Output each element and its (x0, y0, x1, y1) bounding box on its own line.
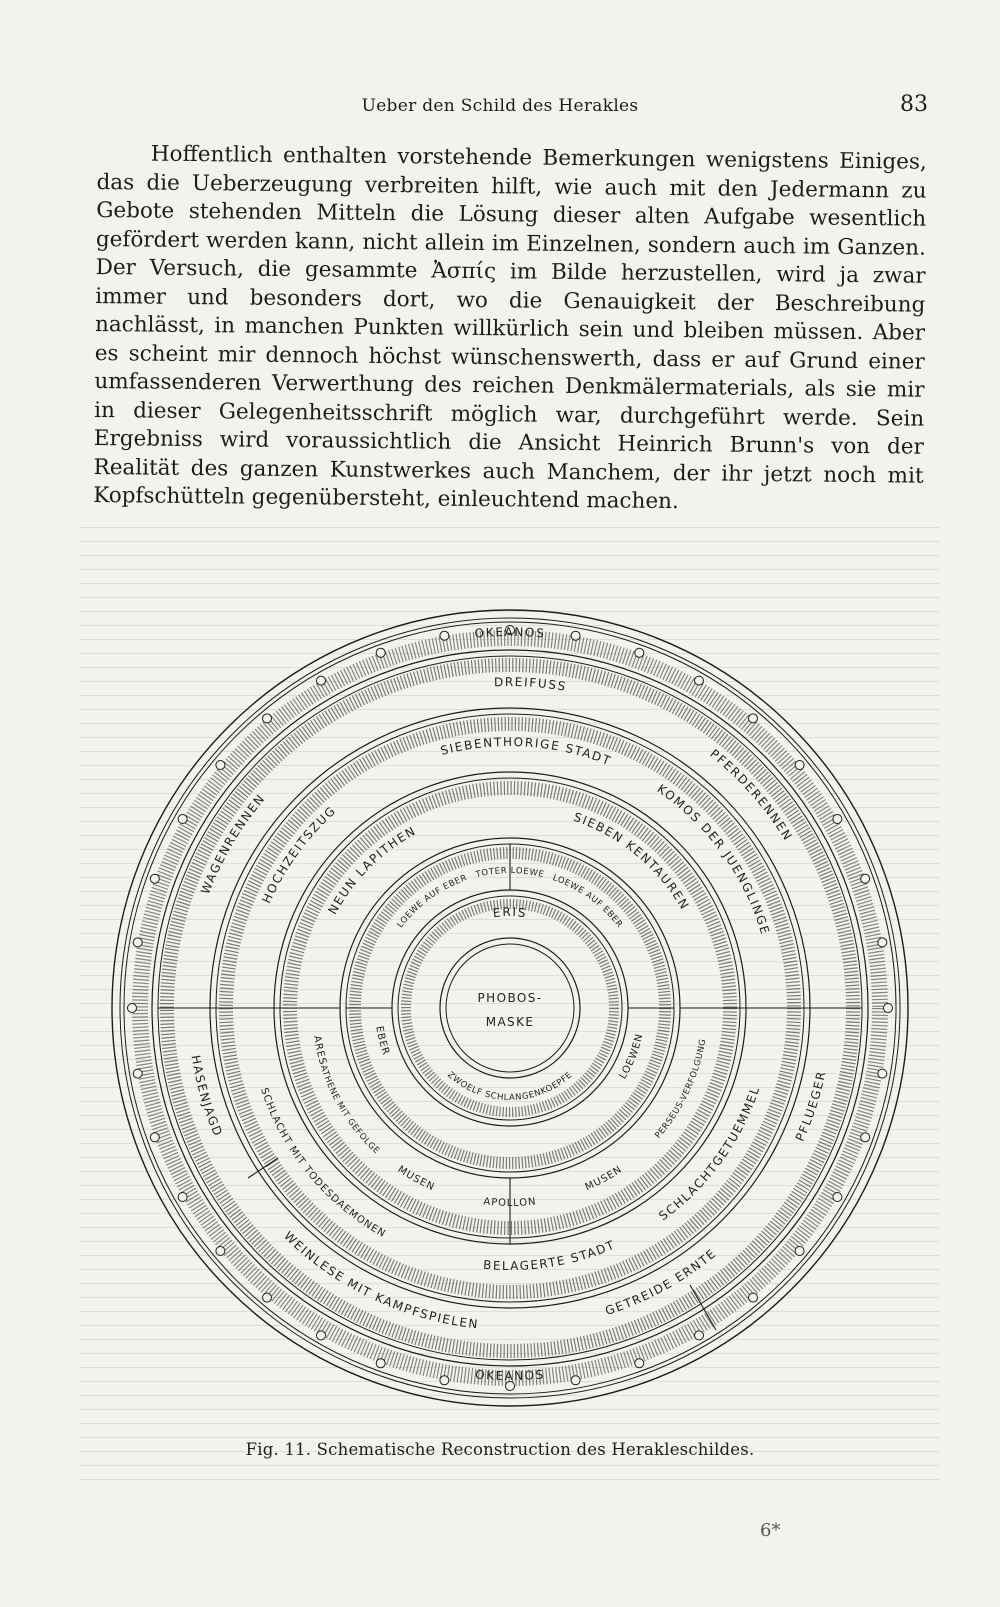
label-neun-lapithen: NEUN LAPITHEN (325, 823, 419, 917)
rim-stud (635, 1359, 644, 1368)
label-getreide-ernte: GETREIDE ERNTE (603, 1245, 720, 1318)
label-okeanos-bottom: OKEANOS (474, 1367, 546, 1384)
label-eber: EBER (373, 1025, 392, 1058)
label-loewe-auf-eber-right: LOEWE AUF EBER (551, 873, 625, 930)
shield-svg (100, 598, 920, 1418)
rim-stud (178, 815, 187, 824)
rim-stud (216, 1247, 225, 1256)
rim-stud (749, 1293, 758, 1302)
label-pferderennen: PFERDERENNEN (707, 746, 796, 844)
label-athene: ATHENE MIT GEFOLGE (317, 1064, 382, 1157)
rim-stud (440, 1376, 449, 1385)
rim-stud (833, 815, 842, 824)
rim-stud (178, 1193, 187, 1202)
label-okeanos-top: OKEANOS (474, 624, 547, 641)
label-hochzeitszug: HOCHZEITSZUG (259, 803, 339, 906)
label-dreifuss: DREIFUSS (493, 674, 568, 694)
rim-stud (440, 631, 449, 640)
rim-stud (878, 938, 887, 947)
page-number: 83 (900, 92, 928, 117)
label-eris: ERIS (491, 904, 529, 921)
label-apollon: APOLLON (482, 1196, 538, 1210)
label-musen-left: MUSEN (395, 1164, 437, 1194)
rim-stud (749, 714, 758, 723)
label-siebenthorige-stadt: SIEBENTHORIGE STADT (439, 734, 614, 769)
rim-stud (150, 874, 159, 883)
label-zwoelf-schlangenkoepfe: ZWOELF SCHLANGENKOEPFE (445, 1070, 575, 1104)
rim-stud (263, 714, 272, 723)
rim-stud (695, 1331, 704, 1340)
rim-stud (884, 1004, 893, 1013)
rim-stud (150, 1133, 159, 1142)
rim-stud (216, 761, 225, 770)
label-loewe-auf-eber-left: LOEWE AUF EBER (395, 873, 469, 930)
label-pflueger: PFLUEGER (792, 1068, 829, 1144)
label-belagerte-stadt: BELAGERTE STADT (482, 1237, 618, 1274)
rim-stud (795, 761, 804, 770)
label-musen-right: MUSEN (583, 1164, 625, 1194)
label-schlachtgetuemmel: SCHLACHTGETUEMMEL (656, 1083, 763, 1224)
rim-stud (878, 1069, 887, 1078)
rim-stud (317, 1331, 326, 1340)
rim-stud (263, 1293, 272, 1302)
label-schlacht-todesdaemonen: SCHLACHT MIT TODESDAEMONEN (258, 1086, 388, 1241)
label-wagenrennen: WAGENRENNEN (198, 791, 269, 897)
label-sieben-kentauren: SIEBEN KENTAUREN (571, 809, 693, 913)
rim-stud (376, 648, 385, 657)
rim-stud (133, 1069, 142, 1078)
rim-stud (317, 676, 326, 685)
running-title: Ueber den Schild des Herakles (361, 96, 639, 116)
label-perseus-verfolgung: PERSEUS-VERFOLGUNG (653, 1037, 709, 1141)
rim-stud (128, 1004, 137, 1013)
rim-stud (695, 676, 704, 685)
label-weinlese: WEINLESE MIT KAMPFSPIELEN (281, 1228, 480, 1332)
label-ares: ARES (311, 1034, 329, 1067)
rim-stud (133, 938, 142, 947)
label-komos: KOMOS DER JUENGLINGE (654, 781, 773, 937)
figure-caption: Fig. 11. Schematische Reconstruction des Herakleschildes. (245, 1440, 755, 1459)
shield-diagram (100, 598, 920, 1418)
rim-stud (833, 1193, 842, 1202)
label-hasenjagd: HASENJAGD (188, 1054, 226, 1140)
label-phobos: PHOBOS- (477, 991, 543, 1005)
rim-stud (861, 874, 870, 883)
rim-stud (861, 1133, 870, 1142)
label-toter-loewe: TOTER LOEWE (474, 865, 546, 881)
running-header (0, 92, 1000, 122)
label-maske: MASKE (485, 1015, 535, 1029)
rim-stud (376, 1359, 385, 1368)
rim-stud (571, 631, 580, 640)
label-loewen: LOEWEN (617, 1032, 646, 1082)
rim-stud (635, 648, 644, 657)
body-paragraph: Hoffentlich enthalten vorstehende Bemerkungen wenigstens Einiges, das die Ueberzeugung verbreiten hilft, wie auch mit den Jedermann zu Gebote stehenden Mitteln die Lösung dieser alten Aufgabe wesentlich gefördert werden kann, nicht allein im Einzelnen, sondern auch im Ganzen. Der Versuch, die gesammte Ἀσπίς im Bilde herzustellen, wird ja zwar immer und besonders dort, wo die Genauigkeit der Beschreibung nachlässt, in manchen Punkten willkürlich sein und bleiben müssen. Aber es scheint mir dennoch höchst wünschenswerth, dass er auf Grund einer umfassenderen Verwerthung des reichen Denkmälermaterials, als sie mir in dieser Gelegenheitsschrift möglich war, durchgeführt werde. Sein Ergebniss wird voraussichtlich die Ansicht Heinrich Brunn's von der Realität des ganzen Kunstwerkes auch Manchem, der ihr jetzt noch mit Kopfschütteln gegenübersteht, einleuchtend machen. (93, 141, 927, 515)
rim-stud (571, 1376, 580, 1385)
signature-mark: 6* (760, 1520, 781, 1541)
rim-stud (795, 1247, 804, 1256)
